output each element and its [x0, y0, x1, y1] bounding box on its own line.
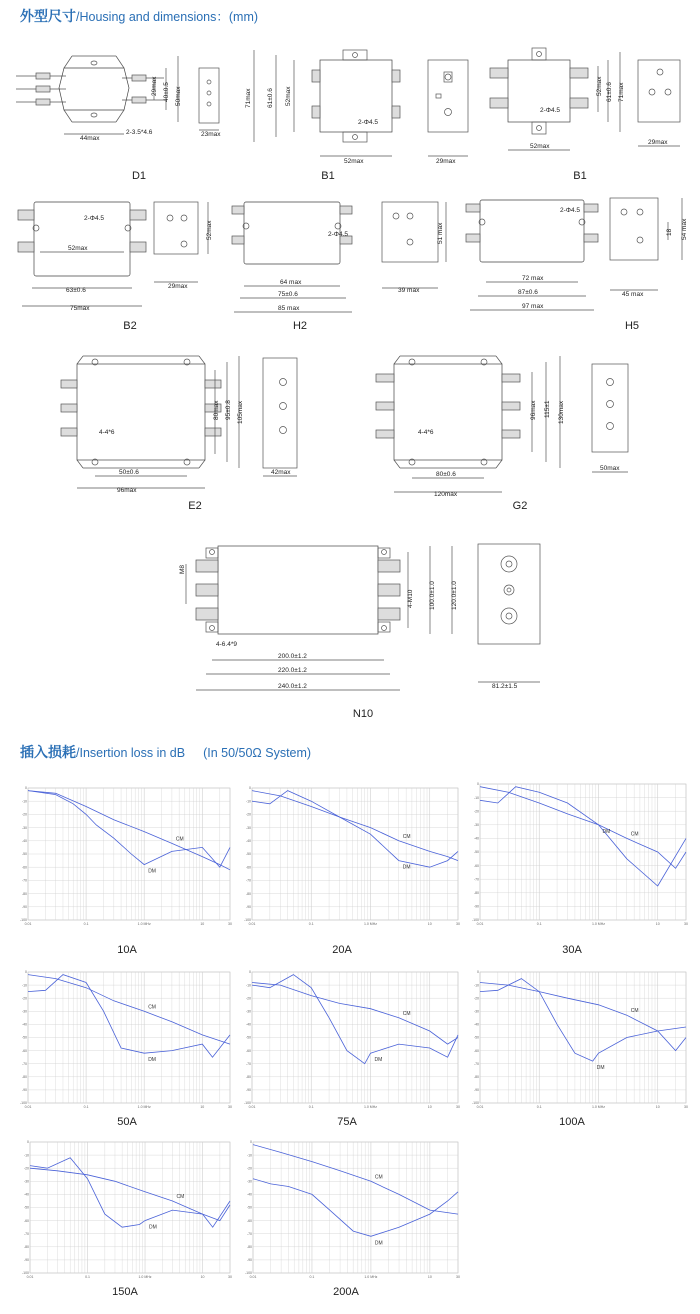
y-tick-label: -40: [21, 839, 27, 843]
series-label: DM: [402, 864, 411, 871]
dim: 97 max: [522, 303, 544, 310]
y-tick-label: -50: [473, 1035, 479, 1040]
series-label: DM: [374, 1240, 383, 1247]
dim: 75±0.6: [278, 291, 298, 298]
y-tick-label: -30: [23, 1179, 29, 1184]
chart-100a: [472, 968, 688, 1112]
x-tick-label: 1.0 MHz: [364, 1275, 378, 1279]
dim: 61±0.6: [606, 82, 613, 102]
drawing-e2: [55, 352, 300, 494]
drawing-b1-b: [480, 42, 695, 157]
dim: 115±1: [544, 400, 551, 418]
y-tick-label: -60: [21, 865, 27, 870]
y-tick-label: -10: [23, 1153, 29, 1158]
x-tick-label: 0.1: [85, 1275, 90, 1279]
y-tick-label: -40: [245, 1022, 251, 1027]
y-tick-label: -40: [246, 1192, 252, 1197]
chart-75a: [244, 968, 460, 1112]
dim: 96max: [117, 487, 137, 494]
y-tick-label: -80: [23, 1245, 29, 1249]
x-tick-label: 1.0 MHz: [363, 1105, 378, 1109]
x-tick-label: 30: [684, 1105, 688, 1109]
y-tick-label: 0: [25, 970, 27, 975]
y-tick-label: -100: [20, 1101, 27, 1106]
y-tick-label: -100: [22, 1271, 29, 1276]
chart-caption: 50A: [117, 1116, 137, 1128]
y-tick-label: -30: [245, 1009, 251, 1014]
y-tick-label: -30: [246, 1179, 252, 1184]
y-tick-label: -40: [473, 836, 479, 841]
dim: 72 max: [522, 275, 544, 282]
caption-d1: D1: [131, 170, 147, 182]
y-tick-label: -50: [23, 1205, 29, 1210]
series-label: CM: [402, 1010, 411, 1017]
y-tick-label: -40: [21, 1022, 27, 1027]
x-tick-label: 30: [456, 1275, 460, 1279]
y-tick-label: -20: [23, 1166, 29, 1171]
dim: 61±0.6: [267, 88, 274, 108]
chart-caption: 150A: [112, 1286, 138, 1298]
x-tick-label: 10: [427, 922, 432, 926]
dim: 120.0±1.0: [451, 581, 458, 610]
chart-caption: 75A: [337, 1116, 357, 1128]
y-tick-label: -80: [245, 891, 251, 896]
x-tick-label: 30: [684, 922, 688, 926]
drawing-n10: [176, 542, 556, 707]
dim: 4-4*6: [99, 429, 115, 436]
x-tick-label: 0.01: [26, 1275, 34, 1279]
y-tick-label: -40: [245, 839, 251, 843]
x-tick-label: 0.01: [24, 1105, 32, 1109]
chart-20a: [244, 784, 460, 929]
x-tick-label: 30: [456, 922, 460, 926]
dim: 54 max: [681, 218, 688, 240]
caption-g2: G2: [512, 500, 528, 512]
x-tick-label: 0.1: [536, 922, 542, 926]
x-tick-label: 1.0 MHz: [137, 1105, 151, 1109]
insertion-loss-title: 插入损耗/Insertion loss in dB (In 50/50Ω System): [20, 745, 312, 761]
y-tick-label: -90: [21, 1088, 27, 1093]
series-label: CM: [175, 836, 184, 843]
x-tick-label: 10: [427, 1275, 432, 1279]
series-label: CM: [630, 1008, 639, 1015]
y-tick-label: -90: [21, 905, 27, 909]
dim: 39 max: [398, 287, 420, 294]
y-tick-label: -90: [245, 1088, 251, 1093]
y-tick-label: -20: [245, 812, 251, 817]
dim: 120max: [434, 491, 458, 498]
caption-b1-a: B1: [321, 170, 335, 182]
x-tick-label: 10: [655, 922, 660, 926]
y-tick-label: -10: [245, 799, 251, 804]
y-tick-label: -20: [21, 996, 27, 1001]
x-tick-label: 0.01: [249, 1275, 257, 1279]
x-tick-label: 0.01: [476, 922, 484, 926]
y-tick-label: -100: [244, 1101, 251, 1106]
series-label: CM: [148, 1004, 156, 1011]
y-tick-label: 0: [249, 786, 251, 791]
dim: 64 max: [280, 279, 302, 286]
dim: 2-3.5*4.6: [126, 129, 153, 136]
y-tick-label: -50: [245, 1035, 251, 1040]
series-label: CM: [402, 833, 411, 840]
dim: 85 max: [278, 305, 300, 312]
dim: 23max: [201, 131, 221, 138]
dim: 96max: [530, 400, 537, 420]
y-tick-label: -10: [21, 983, 27, 988]
dim: 42max: [271, 469, 291, 476]
drawing-g2: [370, 352, 640, 500]
x-tick-label: 1.0 MHz: [363, 922, 378, 926]
y-tick-label: -70: [245, 878, 251, 883]
y-tick-label: -30: [473, 823, 479, 827]
dim: 29max: [436, 158, 456, 165]
chart-caption: 200A: [333, 1286, 359, 1298]
dim: 105max: [237, 400, 244, 424]
series-label: DM: [374, 1057, 383, 1064]
y-tick-label: 0: [249, 970, 251, 975]
dim: 80max: [213, 400, 220, 420]
dim: 80±0.6: [436, 471, 456, 478]
chart-30a: [472, 780, 688, 929]
x-tick-label: 1.0 MHz: [591, 1105, 606, 1109]
x-tick-label: 10: [200, 1105, 205, 1109]
y-tick-label: -70: [23, 1231, 29, 1236]
x-tick-label: 0.01: [248, 922, 256, 926]
y-tick-label: -20: [473, 996, 479, 1001]
dim: 81.2±1.5: [492, 683, 518, 690]
y-tick-label: -70: [21, 1061, 27, 1066]
x-tick-label: 0.1: [536, 1105, 542, 1109]
dim: 87±0.6: [518, 289, 538, 296]
dim: 50±0.6: [119, 469, 139, 476]
y-tick-label: -30: [21, 825, 27, 830]
dim: 52max: [530, 143, 550, 150]
y-tick-label: -10: [473, 795, 479, 800]
x-tick-label: 0.1: [83, 1105, 89, 1109]
y-tick-label: -20: [21, 812, 27, 817]
x-tick-label: 0.1: [309, 1275, 315, 1279]
drawing-h5: [462, 194, 694, 318]
y-tick-label: -90: [246, 1258, 252, 1263]
y-tick-label: 0: [27, 1140, 29, 1145]
y-tick-label: -30: [473, 1009, 479, 1014]
y-tick-label: -100: [472, 1101, 479, 1106]
y-tick-label: -100: [20, 918, 27, 923]
caption-n10: N10: [352, 708, 374, 720]
y-tick-label: -80: [473, 891, 479, 895]
x-tick-label: 0.01: [248, 1105, 256, 1109]
dim: 40±0.5: [163, 82, 170, 102]
series-label: DM: [596, 1065, 605, 1072]
y-tick-label: -60: [245, 1048, 251, 1053]
chart-150a: [22, 1138, 232, 1282]
dim: 2-Φ4.5: [560, 207, 581, 214]
chart-caption: 100A: [559, 1116, 585, 1128]
x-tick-label: 0.1: [308, 1105, 314, 1109]
x-tick-label: 30: [228, 1105, 232, 1109]
x-tick-label: 30: [228, 1275, 232, 1279]
chart-caption: 20A: [332, 944, 352, 956]
y-tick-label: -70: [21, 878, 27, 883]
y-tick-label: -40: [23, 1192, 29, 1197]
y-tick-label: -50: [245, 852, 251, 857]
series-label: DM: [148, 1057, 156, 1064]
dim: 95±0.8: [225, 400, 232, 420]
y-tick-label: -60: [473, 1048, 479, 1053]
chart-10a: [20, 784, 232, 929]
y-tick-label: 0: [25, 786, 27, 791]
y-tick-label: -10: [473, 983, 479, 988]
y-tick-label: 0: [477, 782, 479, 787]
y-tick-label: -20: [245, 996, 251, 1001]
x-tick-label: 10: [200, 1275, 205, 1279]
y-tick-label: -50: [246, 1205, 252, 1210]
y-tick-label: -30: [245, 825, 251, 830]
x-tick-label: 0.1: [308, 922, 314, 926]
series-label: DM: [148, 868, 156, 875]
caption-e2: E2: [188, 500, 202, 512]
dim: 44max: [80, 135, 100, 142]
y-tick-label: -20: [246, 1166, 252, 1171]
x-tick-label: 1.0 MHz: [137, 922, 151, 926]
x-tick-label: 10: [200, 922, 205, 926]
x-tick-label: 1.0 MHz: [138, 1275, 152, 1279]
housing-title: 外型尺寸/Housing and dimensions：(mm): [20, 9, 259, 25]
y-tick-label: -90: [23, 1258, 29, 1263]
y-tick-label: -90: [473, 1088, 479, 1093]
chart-caption: 10A: [117, 944, 137, 956]
y-tick-label: -90: [473, 904, 479, 909]
dim: 50max: [175, 86, 182, 106]
dim: 71max: [245, 88, 252, 108]
dim: 71max: [618, 82, 625, 102]
y-tick-label: -30: [21, 1009, 27, 1014]
x-tick-label: 10: [655, 1105, 660, 1109]
y-tick-label: -60: [23, 1218, 29, 1223]
series-label: DM: [602, 828, 611, 835]
series-label: CM: [176, 1193, 185, 1200]
caption-b1-b: B1: [573, 170, 587, 182]
dim: 4-M10: [407, 589, 414, 608]
dim: 52max: [596, 76, 603, 96]
y-tick-label: -80: [245, 1075, 251, 1079]
caption-h5: H5: [624, 320, 640, 332]
caption-h2: H2: [292, 320, 308, 332]
dim: 4-4*6: [418, 429, 434, 436]
drawing-d1: [14, 48, 229, 158]
y-tick-label: 0: [477, 970, 479, 975]
dim: 52max: [68, 245, 88, 252]
x-tick-label: 0.1: [83, 922, 89, 926]
x-tick-label: 0.01: [476, 1105, 484, 1109]
y-tick-label: -50: [21, 852, 27, 857]
dim: 52max: [206, 220, 213, 240]
dim: 2-Φ4.5: [328, 231, 349, 238]
y-tick-label: -10: [246, 1153, 252, 1158]
series-label: CM: [630, 831, 639, 838]
dim: 220.0±1.2: [278, 667, 307, 674]
y-tick-label: -100: [472, 918, 479, 923]
y-tick-label: -70: [473, 1061, 479, 1066]
dim: 52max: [344, 158, 364, 165]
dim: 45 max: [622, 291, 644, 298]
y-tick-label: -60: [21, 1048, 27, 1053]
x-tick-label: 30: [228, 922, 232, 926]
dim: 75max: [70, 305, 90, 312]
y-tick-label: -10: [245, 983, 251, 988]
dim: 4-6.4*9: [216, 641, 237, 648]
drawing-b2: [12, 196, 222, 316]
y-tick-label: -80: [21, 1075, 27, 1079]
chart-caption: 30A: [562, 944, 582, 956]
x-tick-label: 30: [456, 1105, 460, 1109]
y-tick-label: -80: [246, 1245, 252, 1249]
chart-200a: [245, 1138, 460, 1282]
y-tick-label: -40: [473, 1022, 479, 1027]
dim: 52max: [285, 86, 292, 106]
y-tick-label: -80: [21, 891, 27, 896]
dim: 29max: [648, 139, 668, 146]
series-label: CM: [374, 1174, 383, 1181]
y-tick-label: -80: [473, 1075, 479, 1079]
dim: M8: [179, 564, 186, 574]
x-tick-label: 1.0 MHz: [591, 922, 606, 926]
dim: 18: [666, 228, 673, 236]
y-tick-label: -70: [473, 877, 479, 882]
dim: 130max: [558, 400, 565, 424]
dim: 2-Φ4.5: [540, 107, 561, 114]
y-tick-label: -10: [21, 799, 27, 804]
y-tick-label: -90: [245, 905, 251, 909]
y-tick-label: -50: [21, 1035, 27, 1040]
dim: 240.0±1.2: [278, 683, 307, 690]
dim: 51 max: [437, 222, 444, 244]
dim: 29max: [151, 76, 158, 96]
drawing-h2: [228, 196, 446, 320]
y-tick-label: -50: [473, 850, 479, 855]
dim: 29max: [168, 283, 188, 290]
y-tick-label: -100: [245, 1271, 252, 1276]
chart-50a: [20, 968, 232, 1112]
x-tick-label: 10: [427, 1105, 432, 1109]
dim: 63±0.6: [66, 287, 86, 294]
y-tick-label: -20: [473, 809, 479, 814]
x-tick-label: 0.01: [24, 922, 32, 926]
drawing-b1-a: [240, 42, 470, 167]
y-tick-label: -60: [245, 865, 251, 870]
y-tick-label: -100: [244, 918, 251, 923]
y-tick-label: -70: [246, 1231, 252, 1236]
dim: 50max: [600, 465, 620, 472]
y-tick-label: -60: [246, 1218, 252, 1223]
caption-b2: B2: [123, 320, 137, 332]
dim: 2-Φ4.5: [84, 215, 105, 222]
dim: 2-Φ4.5: [358, 119, 379, 126]
y-tick-label: -70: [245, 1061, 251, 1066]
y-tick-label: 0: [250, 1140, 252, 1145]
dim: 200.0±1.2: [278, 653, 307, 660]
dim: 100.0±1.0: [429, 581, 436, 610]
y-tick-label: -60: [473, 863, 479, 868]
series-label: DM: [149, 1224, 157, 1231]
